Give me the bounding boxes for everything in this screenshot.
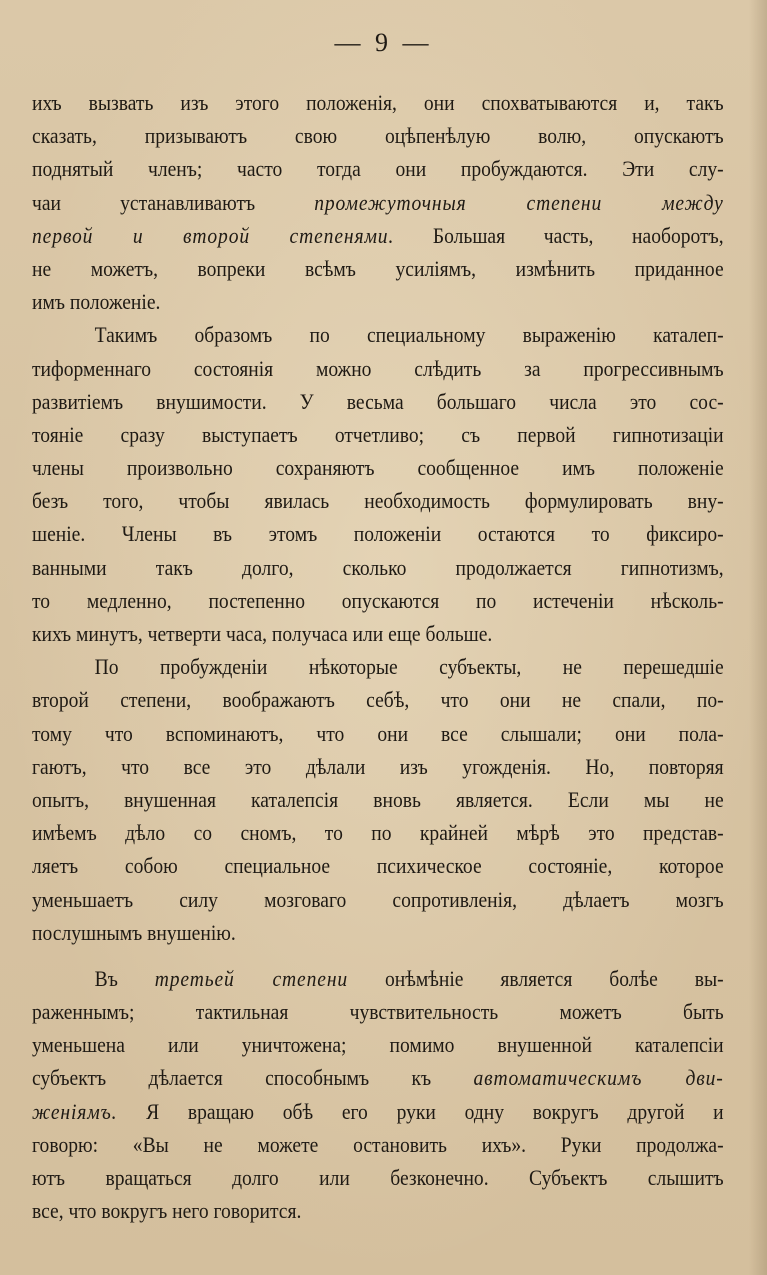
text-span: кихъ минутъ, четверти часа, получаса или еще больше.	[32, 621, 493, 646]
text-span: члены произвольно сохраняютъ сообщенное имъ положеніе	[32, 455, 724, 481]
text-span: сказать, призываютъ свою оцѣпенѣлую волю, опускаютъ	[32, 123, 724, 149]
text-span: имъ положеніе.	[32, 289, 161, 315]
text-line	[32, 318, 724, 351]
text-span: поднятый членъ; часто тогда они пробуждаются. Эти слу-	[32, 156, 724, 182]
text-line	[32, 883, 724, 916]
italic-span: женіямъ.	[32, 1098, 118, 1124]
text-line	[32, 551, 724, 584]
text-span: опытъ, внушенная каталепсія вновь является. Если мы не	[32, 786, 724, 812]
text-span: тому что вспоминаютъ, что они все слышали; они пола-	[32, 720, 724, 746]
paragraph	[32, 86, 724, 318]
text-line	[32, 962, 724, 995]
text-span: субъектъ дѣлается способнымъ къ	[32, 1065, 474, 1091]
text-span: то медленно, постепенно опускаются по истеченіи нѣсколь-	[32, 587, 724, 613]
text-line	[32, 584, 724, 617]
paragraph	[32, 318, 724, 650]
italic-span: автоматическимъ дви-	[473, 1065, 724, 1091]
text-line	[32, 86, 724, 119]
text-line	[32, 285, 724, 318]
text-line	[32, 1095, 724, 1128]
text-line	[32, 783, 724, 816]
text-line	[32, 1061, 724, 1094]
text-line	[32, 849, 724, 882]
text-line	[32, 816, 724, 849]
page-number: — 9 —	[334, 28, 433, 57]
text-line	[32, 385, 724, 418]
text-span: уменьшена или уничтожена; помимо внушенной каталепсіи	[32, 1032, 724, 1058]
paragraph	[32, 962, 724, 1228]
text-line	[32, 1161, 724, 1194]
italic-span: третьей степени	[154, 965, 349, 991]
text-span: ванными такъ долго, сколько продолжается гипнотизмъ,	[32, 554, 724, 580]
text-span: По пробужденіи нѣкоторые субъекты, не перешедшіе	[94, 654, 724, 680]
text-line	[32, 517, 724, 550]
text-line	[32, 617, 724, 650]
text-span: Въ	[94, 965, 155, 991]
text-span: послушнымъ внушенію.	[32, 919, 236, 945]
italic-span: первой и второй степенями.	[32, 222, 395, 248]
text-line	[32, 1194, 724, 1227]
text-line	[32, 916, 724, 949]
text-line	[32, 186, 724, 219]
text-span: второй степени, воображаютъ себѣ, что они не спали, по-	[32, 687, 724, 713]
text-span: ляетъ собою специальное психическое состояніе, которое	[32, 853, 724, 879]
text-span: шеніе. Члены въ этомъ положеніи остаются то фиксиро-	[32, 521, 724, 547]
text-span: гаютъ, что все это дѣлали изъ угожденія. Но, повторяя	[32, 753, 724, 779]
text-line	[32, 219, 724, 252]
text-line	[32, 352, 724, 385]
text-span: ютъ вращаться долго или безконечно. Субъектъ слышитъ	[32, 1165, 724, 1190]
text-line	[32, 683, 724, 716]
text-span: говорю: «Вы не можете остановить ихъ». Руки продолжа-	[32, 1131, 724, 1157]
italic-span: промежуточныя степени между	[314, 189, 724, 215]
text-line	[32, 451, 724, 484]
text-span: безъ того, чтобы явилась необходимость формулировать вну-	[32, 488, 724, 514]
text-span: чаи устанавливаютъ	[32, 189, 315, 215]
text-span: имѣемъ дѣло со сномъ, то по крайней мѣрѣ это представ-	[32, 820, 724, 846]
text-line	[32, 252, 724, 285]
text-span: не можетъ, вопреки всѣмъ усиліямъ, измѣнить приданное	[32, 255, 724, 281]
text-line	[32, 418, 724, 451]
text-line	[32, 750, 724, 783]
text-span: уменьшаетъ силу мозговаго сопротивленія, дѣлаетъ мозгъ	[32, 886, 724, 912]
body-text	[32, 86, 724, 1227]
text-span: все, что вокругъ него говорится.	[32, 1198, 302, 1224]
paragraph-gap	[32, 949, 724, 962]
text-span: Такимъ образомъ по специальному выраженію каталеп-	[94, 322, 724, 348]
text-span: Я вращаю обѣ его руки одну вокругъ другой и	[117, 1098, 724, 1124]
text-span: тояніе сразу выступаетъ отчетливо; съ первой гипнотизаціи	[32, 421, 724, 447]
text-span: онѣмѣніе является болѣе вы-	[348, 965, 724, 991]
text-line	[32, 1028, 724, 1061]
text-span: раженнымъ; тактильная чувствительность можетъ быть	[32, 999, 724, 1025]
text-span: развитіемъ внушимости. У весьма большаго числа это сос-	[32, 388, 724, 414]
text-line	[32, 995, 724, 1028]
text-line	[32, 152, 724, 185]
text-line	[32, 650, 724, 683]
text-span: тиформеннаго состоянія можно слѣдить за прогрессивнымъ	[32, 355, 724, 381]
text-line	[32, 119, 724, 152]
text-line	[32, 1128, 724, 1161]
paragraph	[32, 650, 724, 949]
text-line	[32, 484, 724, 517]
text-span: Большая часть, наоборотъ,	[394, 222, 724, 248]
text-span: ихъ вызвать изъ этого положенія, они спохватываются и, такъ	[32, 90, 724, 115]
page-edge-shadow	[749, 0, 767, 1275]
text-line	[32, 717, 724, 750]
